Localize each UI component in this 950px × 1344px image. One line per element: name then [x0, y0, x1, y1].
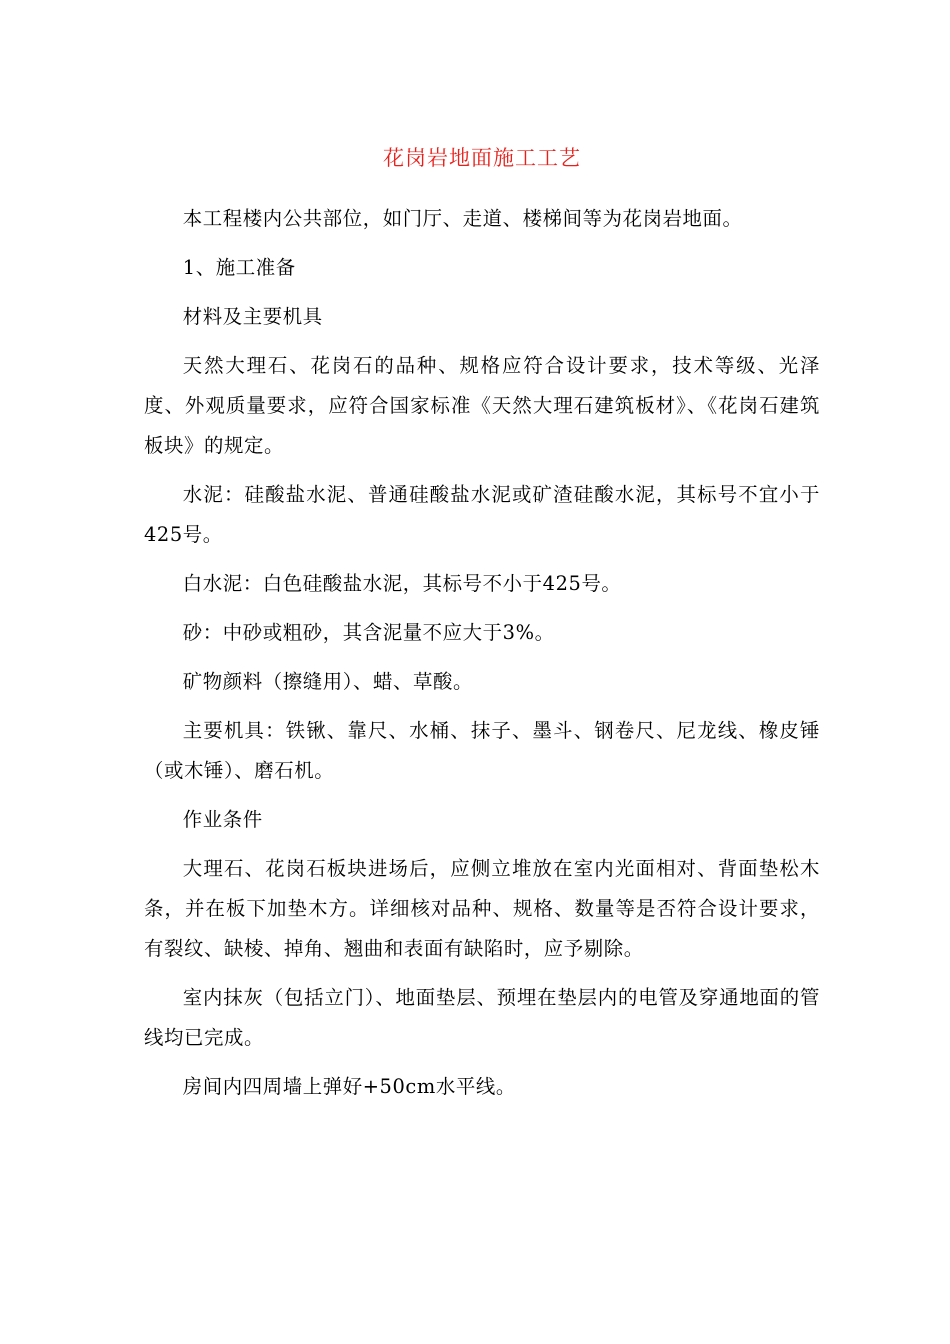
- subheading-working-conditions: 作业条件: [182, 808, 263, 831]
- section-heading-preparation: 1、施工准备: [182, 256, 296, 279]
- document-body: [144, 199, 820, 1116]
- paragraph-tools: 主要机具：铁锹、靠尺、水桶、抹子、墨斗、钢卷尺、尼龙线、橡皮锤（或木锤）、磨石机。: [144, 719, 820, 782]
- document-title: 花岗岩地面施工工艺: [383, 146, 581, 170]
- paragraph-cement: 水泥：硅酸盐水泥、普通硅酸盐水泥或矿渣硅酸水泥，其标号不宜小于425号。: [144, 483, 820, 546]
- paragraph-stone-storage: 大理石、花岗石板块进场后，应侧立堆放在室内光面相对、背面垫松木条，并在板下加垫木方。详细核对品种、规格、数量等是否符合设计要求，有裂纹、缺棱、掉角、翘曲和表面有缺陷时，应予剔除。: [144, 857, 820, 960]
- paragraph-plastering-done: 室内抹灰（包括立门）、地面垫层、预埋在垫层内的电管及穿通地面的管线均已完成。: [144, 986, 820, 1049]
- paragraph-level-line: 房间内四周墙上弹好+50cm水平线。: [182, 1075, 516, 1098]
- document-page: [144, 0, 820, 1344]
- paragraph-stone-requirements: 天然大理石、花岗石的品种、规格应符合设计要求，技术等级、光泽度、外观质量要求，应符合国家标准《天然大理石建筑板材》、《花岗石建筑板块》的规定。: [144, 354, 820, 457]
- paragraph-white-cement: 白水泥：白色硅酸盐水泥，其标号不小于425号。: [182, 572, 622, 595]
- paragraph-pigments: 矿物颜料（擦缝用）、蜡、草酸。: [182, 670, 473, 693]
- paragraph-sand: 砂：中砂或粗砂，其含泥量不应大于3%。: [182, 621, 555, 644]
- paragraph-intro: 本工程楼内公共部位，如门厅、走道、楼梯间等为花岗岩地面。: [182, 207, 743, 230]
- subheading-materials: 材料及主要机具: [182, 305, 323, 328]
